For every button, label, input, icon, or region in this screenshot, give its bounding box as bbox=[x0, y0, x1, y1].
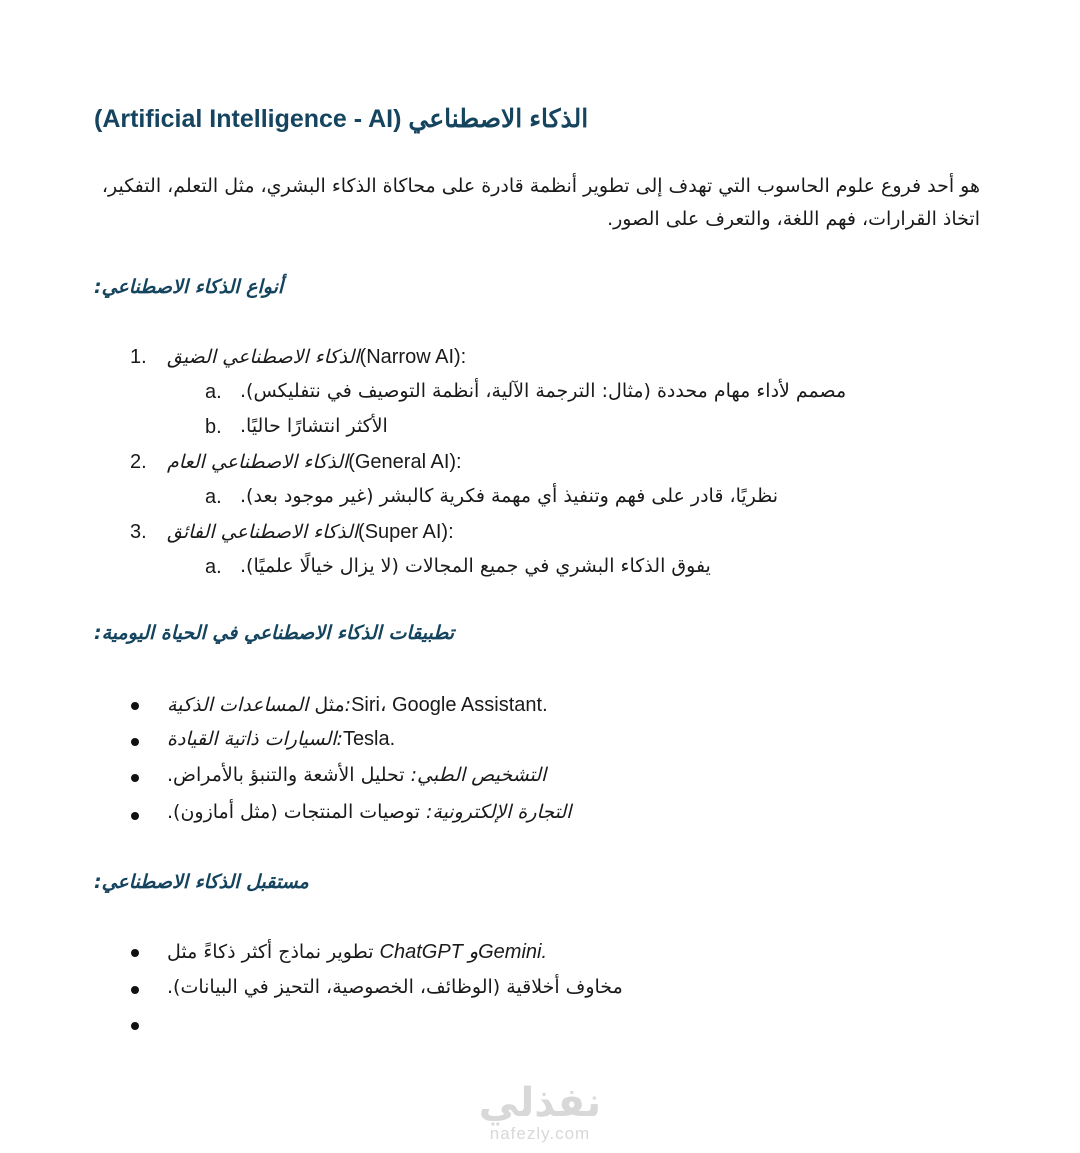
nafezly-watermark bbox=[470, 1082, 610, 1144]
sub-item-text: نظريًا، قادر على فهم وتنفيذ أي مهمة فكرية كالبشر (غير موجود بعد). bbox=[240, 485, 779, 507]
future-item bbox=[167, 939, 547, 964]
document-title: الذكاء الاصطناعي (Artificial Intelligence - AI) bbox=[94, 105, 589, 133]
type-english: (General AI): bbox=[348, 451, 462, 473]
sub-item-text: الأكثر انتشارًا حاليًا. bbox=[240, 415, 388, 437]
applications-heading: تطبيقات الذكاء الاصطناعي في الحياة اليومية: bbox=[94, 622, 455, 644]
type-item-narrow bbox=[167, 346, 466, 369]
future-english: ChatGPT وGemini. bbox=[379, 941, 548, 963]
watermark-latin: nafezly.com bbox=[489, 1124, 591, 1143]
application-item bbox=[167, 692, 548, 717]
app-text: تحليل الأشعة والتنبؤ بالأمراض. bbox=[167, 764, 405, 786]
future-text: تطوير نماذج أكثر ذكاءً مثل bbox=[167, 941, 374, 963]
bullet bbox=[131, 774, 139, 782]
app-english: Tesla. bbox=[342, 728, 396, 750]
sub-letter: a. bbox=[205, 486, 222, 508]
sub-letter: a. bbox=[205, 381, 222, 403]
future-item bbox=[167, 976, 623, 998]
bullet bbox=[131, 812, 139, 820]
type-name: الذكاء الاصطناعي العام bbox=[167, 451, 349, 473]
future-heading: مستقبل الذكاء الاصطناعي: bbox=[94, 871, 309, 893]
sub-item-text: يفوق الذكاء البشري في جميع المجالات (لا يزال خيالًا علميًا). bbox=[240, 555, 711, 577]
list-number: 3. bbox=[130, 521, 147, 543]
watermark-arabic: نفذلي bbox=[478, 1080, 602, 1126]
app-label: التشخيص الطبي: bbox=[410, 764, 547, 786]
list-number: 2. bbox=[130, 451, 147, 473]
sub-item-text: مصمم لأداء مهام محددة (مثال: الترجمة الآلية، أنظمة التوصيف في نتفليكس). bbox=[240, 380, 847, 402]
type-name: الذكاء الاصطناعي الضيق bbox=[167, 346, 360, 368]
app-text: مثل bbox=[314, 694, 345, 716]
type-item-general bbox=[167, 451, 462, 474]
future-text: مخاوف أخلاقية (الوظائف، الخصوصية، التحيز في البيانات). bbox=[167, 976, 623, 998]
type-english: (Narrow AI): bbox=[359, 346, 467, 368]
sub-letter: a. bbox=[205, 556, 222, 578]
bullet bbox=[131, 1022, 139, 1030]
sub-letter: b. bbox=[205, 416, 222, 438]
app-label: السيارات ذاتية القيادة: bbox=[167, 728, 343, 750]
types-heading: أنواع الذكاء الاصطناعي: bbox=[94, 276, 284, 298]
app-label: التجارة الإلكترونية: bbox=[425, 801, 572, 823]
list-number: 1. bbox=[130, 346, 147, 368]
app-text: توصيات المنتجات (مثل أمازون). bbox=[167, 801, 420, 823]
intro-paragraph: هو أحد فروع علوم الحاسوب التي تهدف إلى تطوير أنظمة قادرة على محاكاة الذكاء البشري، مثل التعلم، التفكير، اتخاذ القرارات، فهم اللغة، والتعرف على الصور. bbox=[101, 175, 980, 230]
type-english: (Super AI): bbox=[358, 521, 454, 543]
application-item bbox=[167, 728, 395, 751]
type-name: الذكاء الاصطناعي الفائق bbox=[167, 521, 359, 543]
application-item bbox=[167, 801, 571, 823]
bullet bbox=[131, 738, 139, 746]
app-label: المساعدات الذكية: bbox=[167, 694, 352, 716]
application-item bbox=[167, 764, 546, 786]
bullet bbox=[131, 986, 139, 994]
app-english: Siri، Google Assistant. bbox=[351, 694, 548, 716]
bullet bbox=[131, 702, 139, 710]
bullet bbox=[131, 949, 139, 957]
type-item-super bbox=[167, 521, 454, 544]
